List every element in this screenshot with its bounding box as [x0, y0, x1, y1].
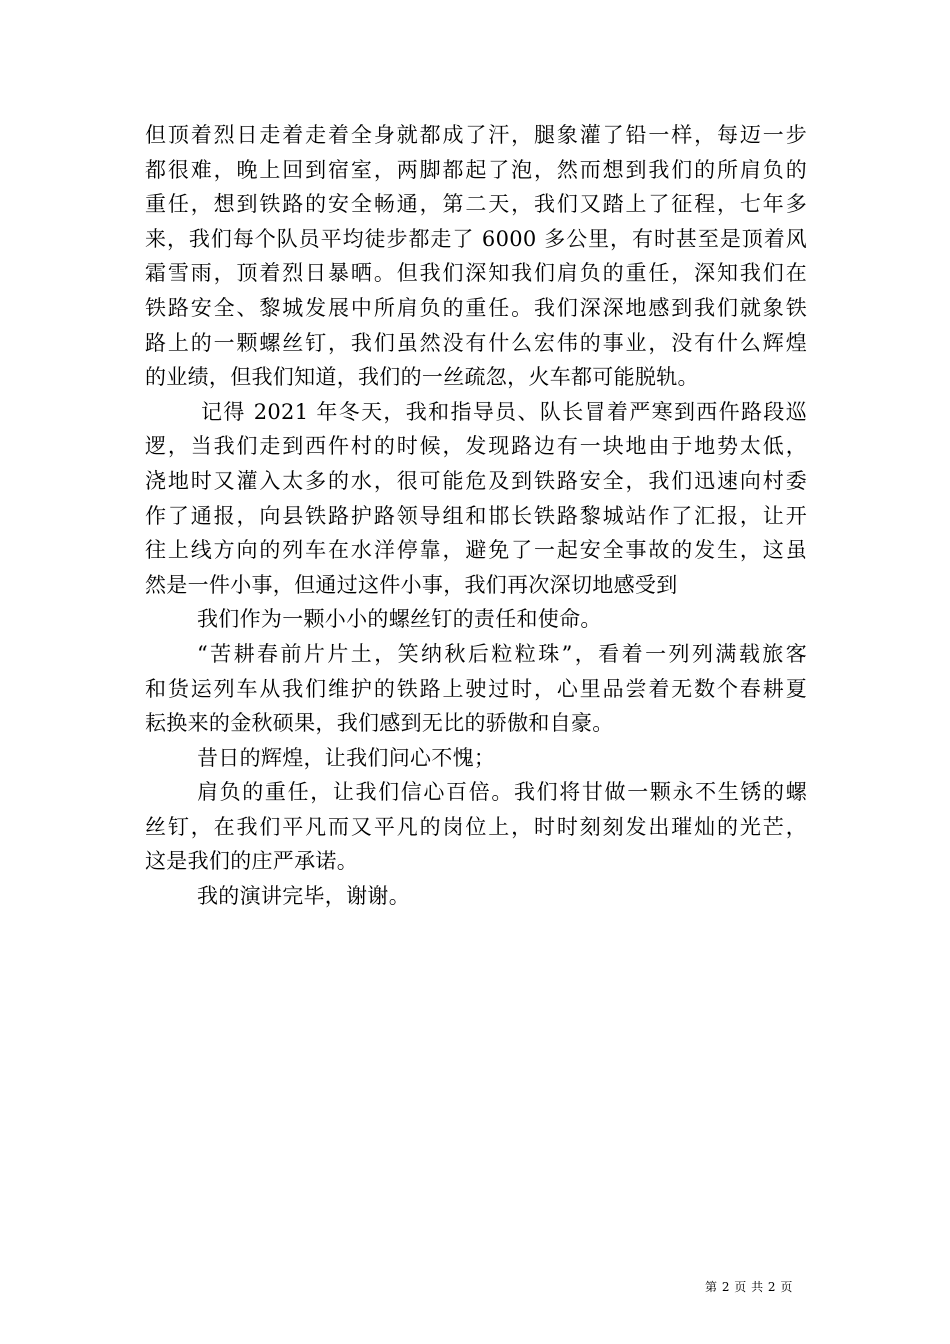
body-line: 作了通报，向县铁路护路领导组和邯长铁路黎城站作了汇报，让开	[145, 503, 807, 528]
body-line: 丝钉，在我们平凡而又平凡的岗位上，时时刻刻发出璀灿的光芒，	[145, 814, 807, 839]
body-line: 逻，当我们走到西仵村的时候，发现路边有一块地由于地势太低，	[145, 434, 807, 459]
body-line: 铁路安全、黎城发展中所肩负的重任。我们深深地感到我们就象铁	[145, 295, 807, 320]
body-line: 这是我们的庄严承诺。	[145, 849, 358, 874]
body-line: 的业绩，但我们知道，我们的一丝疏忽，火车都可能脱轨。	[145, 365, 699, 390]
body-line: 重任，想到铁路的安全畅通，第二天，我们又踏上了征程，七年多	[145, 192, 807, 217]
body-line: 和货运列车从我们维护的铁路上驶过时，心里品尝着无数个春耕夏	[145, 676, 807, 701]
paragraph-start-line: 我的演讲完毕，谢谢。	[197, 884, 410, 909]
speech-body	[145, 118, 807, 914]
paragraph-start-line: 昔日的辉煌，让我们问心不愧；	[197, 745, 496, 770]
body-line: 来，我们每个队员平均徒步都走了 6000 多公里，有时甚至是顶着风	[145, 226, 807, 251]
paragraph-start-line: 肩负的重任，让我们信心百倍。我们将甘做一颗永不生锈的螺	[197, 780, 807, 805]
body-line: 路上的一颗螺丝钉，我们虽然没有什么宏伟的事业，没有什么辉煌	[145, 330, 807, 355]
body-line: 但顶着烈日走着走着全身就都成了汗，腿象灌了铅一样，每迈一步	[145, 123, 807, 147]
body-line: 耘换来的金秋硕果，我们感到无比的骄傲和自豪。	[145, 711, 614, 736]
body-line: 往上线方向的列车在水洋停靠，避免了一起安全事故的发生，这虽	[145, 538, 807, 563]
body-line: 然是一件小事，但通过这件小事，我们再次深切地感受到	[145, 572, 678, 597]
body-line: 都很难，晚上回到宿室，两脚都起了泡，然而想到我们的所肩负的	[145, 157, 807, 182]
page-number-footer: 第 2 页 共 2 页	[705, 1280, 793, 1294]
body-line: 霜雪雨，顶着烈日暴晒。但我们深知我们肩负的重任，深知我们在	[145, 261, 807, 286]
body-line: 浇地时又灌入太多的水，很可能危及到铁路安全，我们迅速向村委	[145, 468, 807, 493]
paragraph-start-line: 我们作为一颗小小的螺丝钉的责任和使命。	[197, 607, 602, 632]
paragraph-start-line: 记得 2021 年冬天，我和指导员、队长冒着严寒到西仵路段巡	[201, 399, 807, 424]
paragraph-start-line: “苦耕春前片片土，笑纳秋后粒粒珠”，看着一列列满载旅客	[197, 641, 807, 666]
